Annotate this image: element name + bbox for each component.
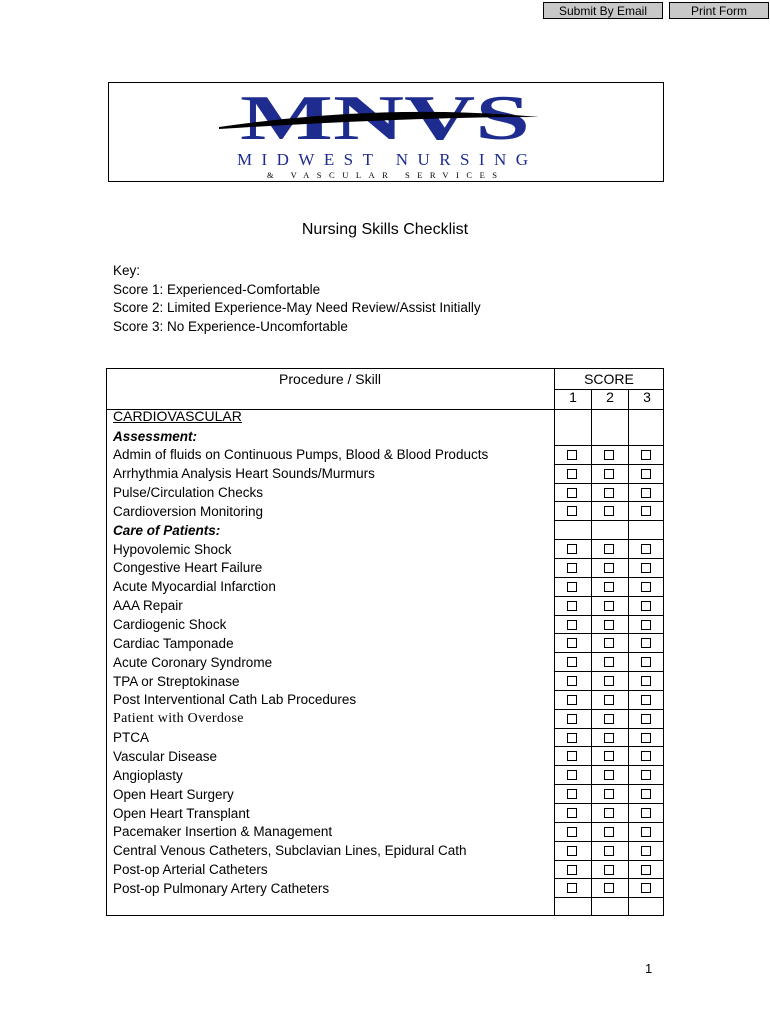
skill-item: Post-op Pulmonary Artery Catheters bbox=[113, 880, 330, 896]
score-3-checkbox[interactable] bbox=[641, 601, 651, 611]
row-divider bbox=[554, 558, 663, 559]
score-3-checkbox[interactable] bbox=[641, 676, 651, 686]
score-1-checkbox[interactable] bbox=[567, 770, 577, 780]
key-line: Score 1: Experienced-Comfortable bbox=[113, 281, 321, 297]
skill-item: Cardioversion Monitoring bbox=[113, 503, 264, 519]
score-1-checkbox[interactable] bbox=[567, 714, 577, 724]
row-divider bbox=[554, 615, 663, 616]
key-label: Key: bbox=[113, 263, 141, 278]
row-divider bbox=[554, 520, 663, 521]
score-3-checkbox[interactable] bbox=[641, 733, 651, 743]
row-divider bbox=[554, 822, 663, 823]
submit-by-email-button[interactable]: Submit By Email bbox=[543, 2, 663, 19]
skill-item: Admin of fluids on Continuous Pumps, Blood & Blood Products bbox=[113, 447, 489, 463]
skill-item: Patient with Overdose bbox=[113, 711, 244, 727]
score-3-checkbox[interactable] bbox=[641, 657, 651, 667]
skill-item: Post-op Arterial Catheters bbox=[113, 862, 268, 878]
score-1-checkbox[interactable] bbox=[567, 657, 577, 667]
row-divider bbox=[554, 784, 663, 785]
skill-item: Pulse/Circulation Checks bbox=[113, 485, 264, 501]
score-1-checkbox[interactable] bbox=[567, 846, 577, 856]
row-divider bbox=[554, 841, 663, 842]
skill-item: PTCA bbox=[113, 730, 150, 746]
score-column-2-header: 2 bbox=[606, 389, 614, 405]
score-2-checkbox[interactable] bbox=[604, 469, 614, 479]
row-divider bbox=[554, 445, 663, 446]
score-1-checkbox[interactable] bbox=[567, 789, 577, 799]
score-2-checkbox[interactable] bbox=[604, 601, 614, 611]
row-divider bbox=[554, 878, 663, 879]
skill-item: Open Heart Surgery bbox=[113, 786, 234, 802]
skill-item: Cardiac Tamponade bbox=[113, 635, 234, 651]
score-1-checkbox[interactable] bbox=[567, 450, 577, 460]
score-2-checkbox[interactable] bbox=[604, 620, 614, 630]
row-divider bbox=[554, 633, 663, 634]
logo-line2: & VASCULAR SERVICES bbox=[267, 170, 503, 180]
score-2-checkbox[interactable] bbox=[604, 506, 614, 516]
score-2-checkbox[interactable] bbox=[604, 865, 614, 875]
score-1-checkbox[interactable] bbox=[567, 544, 577, 554]
row-divider bbox=[554, 746, 663, 747]
row-divider bbox=[554, 709, 663, 710]
procedure-skill-header: Procedure / Skill bbox=[279, 371, 381, 387]
score-1-checkbox[interactable] bbox=[567, 676, 577, 686]
score-1-checkbox[interactable] bbox=[567, 883, 577, 893]
score-3-checkbox[interactable] bbox=[641, 808, 651, 818]
key-line: Score 2: Limited Experience-May Need Review/Assist Initially bbox=[113, 300, 481, 316]
subhead-label: Assessment: bbox=[113, 428, 198, 444]
row-divider bbox=[554, 897, 663, 898]
score-3-checkbox[interactable] bbox=[641, 827, 651, 837]
score-3-checkbox[interactable] bbox=[641, 638, 651, 648]
score-1-checkbox[interactable] bbox=[567, 582, 577, 592]
skill-item: AAA Repair bbox=[113, 598, 183, 614]
score-1-checkbox[interactable] bbox=[567, 620, 577, 630]
score-3-checkbox[interactable] bbox=[641, 469, 651, 479]
score-2-checkbox[interactable] bbox=[604, 733, 614, 743]
skill-item: Hypovolemic Shock bbox=[113, 541, 232, 557]
score-2-checkbox[interactable] bbox=[604, 883, 614, 893]
score-3-checkbox[interactable] bbox=[641, 582, 651, 592]
score-1-checkbox[interactable] bbox=[567, 638, 577, 648]
score-2-checkbox[interactable] bbox=[604, 450, 614, 460]
score-1-checkbox[interactable] bbox=[567, 469, 577, 479]
score-3-checkbox[interactable] bbox=[641, 770, 651, 780]
skill-item: Congestive Heart Failure bbox=[113, 560, 263, 576]
skill-item: Vascular Disease bbox=[113, 748, 218, 764]
row-divider bbox=[554, 765, 663, 766]
skill-item: Acute Myocardial Infarction bbox=[113, 579, 276, 595]
skill-item: TPA or Streptokinase bbox=[113, 673, 240, 689]
skill-item: Post Interventional Cath Lab Procedures bbox=[113, 692, 357, 708]
score-3-checkbox[interactable] bbox=[641, 544, 651, 554]
score-3-checkbox[interactable] bbox=[641, 695, 651, 705]
skill-item: Angioplasty bbox=[113, 767, 183, 783]
score-2-checkbox[interactable] bbox=[604, 751, 614, 761]
column-divider bbox=[554, 369, 555, 915]
score-1-checkbox[interactable] bbox=[567, 695, 577, 705]
logo-box bbox=[108, 82, 664, 182]
score-2-checkbox[interactable] bbox=[604, 488, 614, 498]
score-2-checkbox[interactable] bbox=[604, 714, 614, 724]
row-divider bbox=[554, 501, 663, 502]
score-1-checkbox[interactable] bbox=[567, 488, 577, 498]
score-2-checkbox[interactable] bbox=[604, 582, 614, 592]
subhead-label: Care of Patients: bbox=[113, 522, 221, 538]
score-3-checkbox[interactable] bbox=[641, 563, 651, 573]
score-3-checkbox[interactable] bbox=[641, 789, 651, 799]
row-divider bbox=[554, 464, 663, 465]
row-divider bbox=[554, 728, 663, 729]
score-2-checkbox[interactable] bbox=[604, 770, 614, 780]
score-1-checkbox[interactable] bbox=[567, 601, 577, 611]
logo-line1: MIDWEST NURSING bbox=[237, 150, 533, 169]
row-divider bbox=[554, 671, 663, 672]
score-2-checkbox[interactable] bbox=[604, 544, 614, 554]
skill-item: Cardiogenic Shock bbox=[113, 617, 227, 632]
row-divider bbox=[554, 803, 663, 804]
skill-item: Acute Coronary Syndrome bbox=[113, 654, 273, 670]
score-column-3-header: 3 bbox=[643, 389, 651, 405]
score-1-checkbox[interactable] bbox=[567, 865, 577, 875]
score-3-checkbox[interactable] bbox=[641, 751, 651, 761]
row-divider bbox=[554, 652, 663, 653]
logo-letters: MNVS bbox=[240, 83, 530, 153]
row-divider bbox=[554, 539, 663, 540]
score-1-checkbox[interactable] bbox=[567, 751, 577, 761]
skill-item: Central Venous Catheters, Subclavian Lines, Epidural Cath bbox=[113, 843, 467, 859]
section-cardiovascular: CARDIOVASCULAR bbox=[113, 408, 242, 424]
score-2-checkbox[interactable] bbox=[604, 695, 614, 705]
print-form-button[interactable]: Print Form bbox=[669, 2, 769, 19]
mnvs-logo bbox=[109, 83, 663, 181]
score-2-checkbox[interactable] bbox=[604, 827, 614, 837]
score-3-checkbox[interactable] bbox=[641, 620, 651, 630]
score-1-checkbox[interactable] bbox=[567, 506, 577, 516]
score-1-checkbox[interactable] bbox=[567, 808, 577, 818]
skill-item: Open Heart Transplant bbox=[113, 805, 250, 821]
skill-item: Arrhythmia Analysis Heart Sounds/Murmurs bbox=[113, 466, 375, 482]
score-3-checkbox[interactable] bbox=[641, 488, 651, 498]
score-1-checkbox[interactable] bbox=[567, 827, 577, 837]
score-2-checkbox[interactable] bbox=[604, 638, 614, 648]
score-2-checkbox[interactable] bbox=[604, 808, 614, 818]
score-2-checkbox[interactable] bbox=[604, 846, 614, 856]
score-1-checkbox[interactable] bbox=[567, 733, 577, 743]
score-3-checkbox[interactable] bbox=[641, 846, 651, 856]
score-1-checkbox[interactable] bbox=[567, 563, 577, 573]
score-3-checkbox[interactable] bbox=[641, 450, 651, 460]
score-key bbox=[113, 262, 481, 336]
score-2-checkbox[interactable] bbox=[604, 563, 614, 573]
row-divider bbox=[554, 860, 663, 861]
skills-checklist-table bbox=[106, 368, 664, 916]
score-2-checkbox[interactable] bbox=[604, 657, 614, 667]
score-column-1-header: 1 bbox=[569, 389, 577, 405]
score-2-checkbox[interactable] bbox=[604, 789, 614, 799]
row-divider bbox=[554, 577, 663, 578]
score-3-checkbox[interactable] bbox=[641, 714, 651, 724]
row-divider bbox=[554, 596, 663, 597]
key-line: Score 3: No Experience-Uncomfortable bbox=[113, 318, 348, 334]
score-header: SCORE bbox=[584, 371, 634, 387]
page-number: 1 bbox=[645, 961, 653, 976]
score-3-checkbox[interactable] bbox=[641, 865, 651, 875]
document-title: Nursing Skills Checklist bbox=[301, 221, 469, 238]
score-3-checkbox[interactable] bbox=[641, 883, 651, 893]
row-divider bbox=[554, 690, 663, 691]
row-divider bbox=[554, 483, 663, 484]
skill-item: Pacemaker Insertion & Management bbox=[113, 824, 333, 840]
score-3-checkbox[interactable] bbox=[641, 506, 651, 516]
score-2-checkbox[interactable] bbox=[604, 676, 614, 686]
